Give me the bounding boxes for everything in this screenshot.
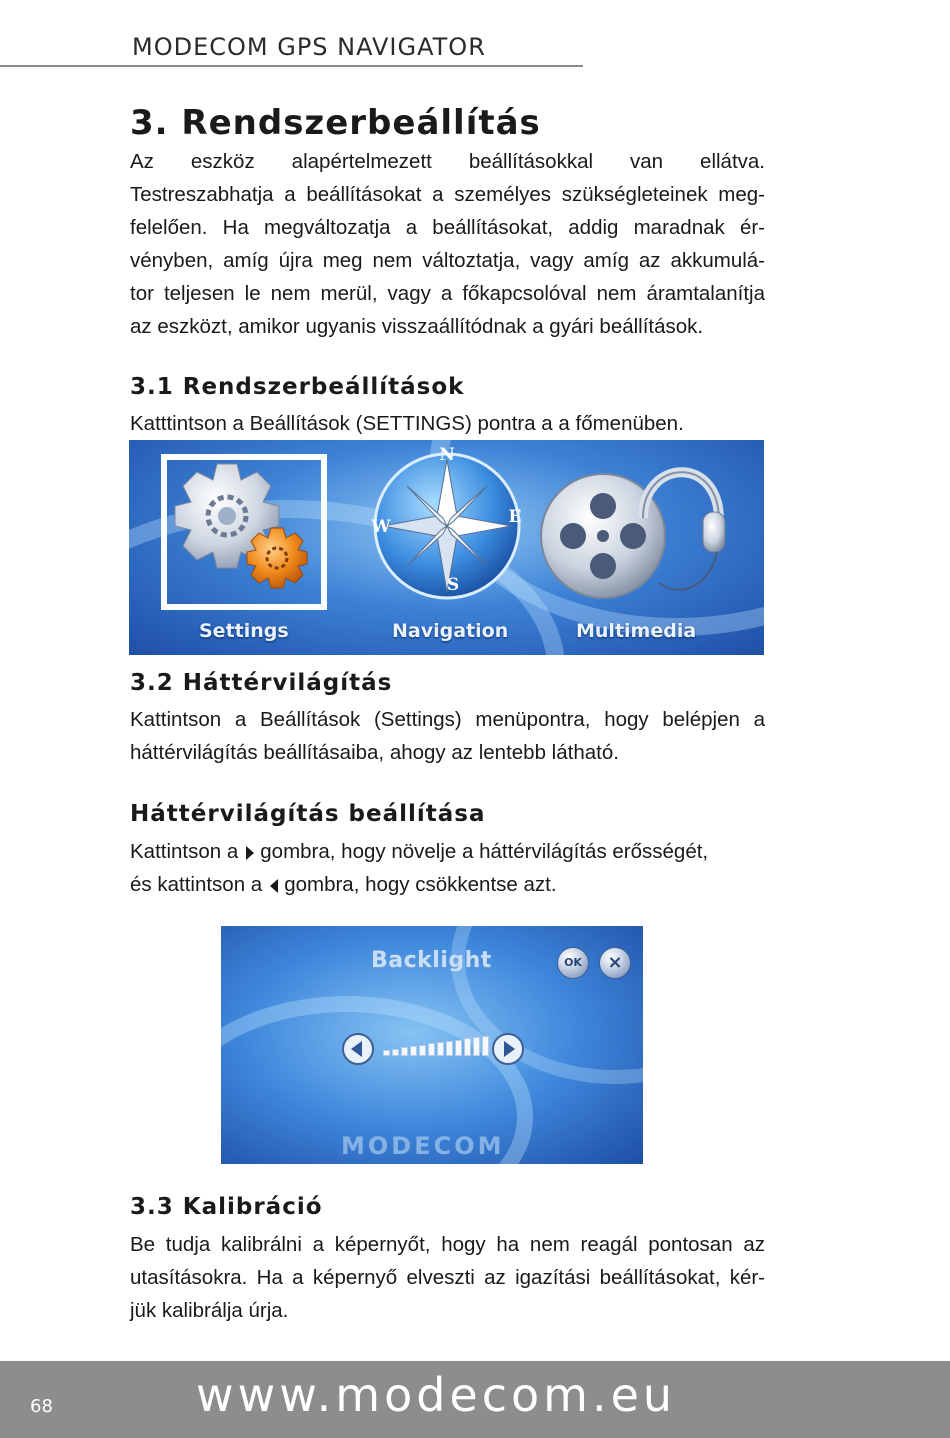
section-3-2-heading: 3.2 Háttérvilágítás [130, 670, 393, 696]
increase-arrow-button[interactable] [491, 1032, 525, 1066]
backlight-level-bar [482, 1036, 489, 1056]
paragraph-line: felelően. Ha megváltozatja a beállításokat, addig maradnak ér- [130, 216, 765, 239]
paragraph-line: háttérvilágítás beállításaiba, ahogy az lentebb látható. [130, 741, 619, 764]
section-3-2-body [130, 703, 765, 769]
header-rule [0, 65, 583, 67]
navigation-compass-icon[interactable] [367, 444, 527, 604]
backlight-level-bar [464, 1038, 471, 1056]
multimedia-reel-icon[interactable] [539, 448, 729, 608]
website-url[interactable]: www.modecom.eu [196, 1368, 677, 1422]
instruction-text: gombra, hogy csökkentse azt. [284, 873, 557, 896]
section-3-1-heading: 3.1 Rendszerbeállítások [130, 374, 465, 400]
section-3-heading: 3. Rendszerbeállítás [130, 103, 541, 143]
paragraph-line: jük kalibrálja úrja. [130, 1299, 289, 1322]
page-footer [0, 1361, 950, 1438]
backlight-level-bar [383, 1050, 390, 1056]
decrease-arrow-button[interactable] [341, 1032, 375, 1066]
backlight-level-bar [473, 1037, 480, 1056]
compass-south-letter: S [446, 575, 460, 595]
paragraph-line: Az eszköz alapértelmezett beállításokkal van ellátva. [130, 150, 765, 173]
multimedia-menu-label[interactable]: Multimedia [576, 620, 697, 642]
backlight-level-bar [401, 1047, 408, 1056]
paragraph-line: vényben, amíg újra meg nem változtatja, vagy amíg az akkumulá- [130, 249, 765, 272]
paragraph-line: Testreszabhatja a beállításokat a személyes szükségleteinek meg- [130, 183, 765, 206]
navigation-menu-label[interactable]: Navigation [392, 620, 509, 642]
backlight-screenshot [221, 926, 643, 1164]
paragraph-line: Kattintson a Beállítások (Settings) menüpontra, hogy belépjen a [130, 708, 765, 731]
backlight-title: Backlight [371, 948, 492, 973]
backlight-level-bar [455, 1040, 462, 1056]
paragraph-line: utasításokra. Ha a képernyő elveszti az igazítási beállításokat, kér- [130, 1266, 765, 1289]
instruction-text: és kattintson a [130, 873, 263, 896]
paragraph-line: tor teljesen le nem merül, vagy a főkapcsolóval nem áramtalanítja [130, 282, 765, 305]
section-3-3-body [130, 1228, 765, 1327]
backlight-level-bar [410, 1046, 417, 1056]
section-3-3-heading: 3.3 Kalibráció [130, 1194, 323, 1220]
section-3-body [130, 145, 765, 343]
paragraph-line: Katttintson a Beállítások (SETTINGS) pontra a a főmenüben. [130, 412, 684, 435]
main-menu-screenshot [129, 440, 764, 655]
settings-menu-label[interactable]: Settings [199, 620, 289, 642]
ok-button[interactable]: OK [557, 947, 589, 979]
instruction-text: gombra, hogy növelje a háttérvilágítás erősségét, [260, 840, 709, 863]
section-3-1-body [130, 407, 765, 440]
running-header: MODECOM GPS NAVIGATOR [132, 33, 486, 61]
backlight-level-bar [446, 1041, 453, 1056]
selection-frame [161, 454, 327, 610]
backlight-settings-body [130, 835, 765, 901]
close-button[interactable]: × [599, 947, 631, 979]
paragraph-line: az eszközt, amikor ugyanis visszaállítódnak a gyári beállítások. [130, 315, 704, 338]
paragraph-line [130, 868, 765, 901]
paragraph-line [130, 835, 765, 868]
triangle-left-icon [270, 879, 278, 893]
compass-north-letter: N [439, 445, 455, 465]
triangle-right-icon [246, 846, 254, 860]
page-number: 68 [30, 1396, 53, 1417]
backlight-level-bar [437, 1042, 444, 1056]
compass-west-letter: W [371, 517, 391, 537]
backlight-level-bar [392, 1049, 399, 1056]
instruction-text: Kattintson a [130, 840, 239, 863]
backlight-level-bar [428, 1043, 435, 1056]
paragraph-line: Be tudja kalibrálni a képernyőt, hogy ha nem reagál pontosan az [130, 1233, 765, 1256]
backlight-level-bar [419, 1045, 426, 1056]
modecom-logo: MODECOM [341, 1132, 505, 1160]
backlight-settings-heading: Háttérvilágítás beállítása [130, 801, 486, 827]
compass-east-letter: E [508, 507, 522, 527]
